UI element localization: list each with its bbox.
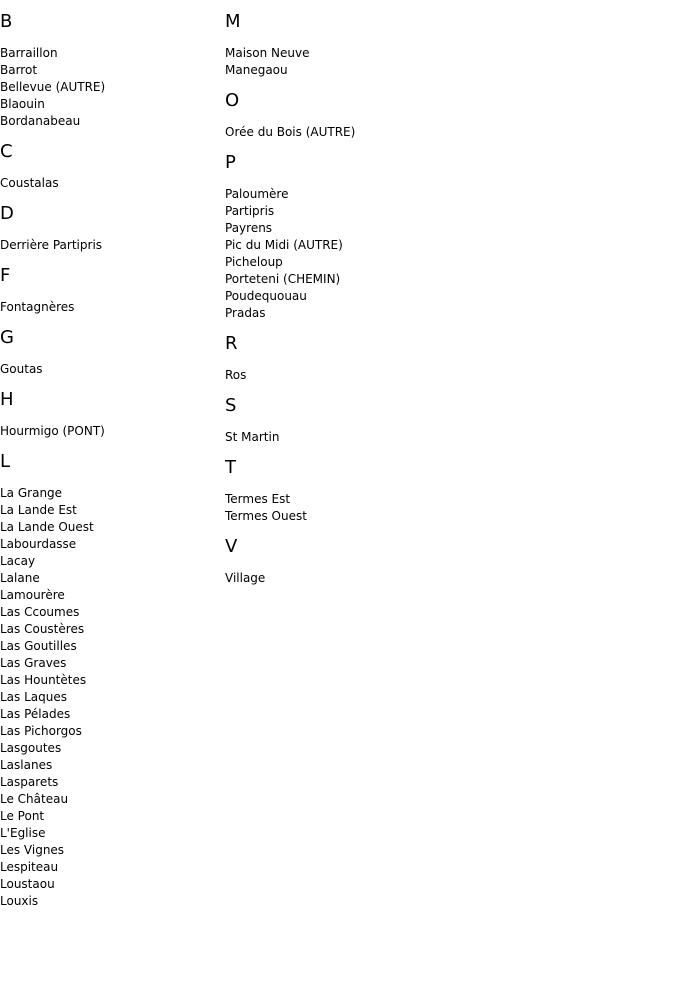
street-link[interactable]: Le Château <box>0 792 69 806</box>
letter-section <box>225 537 665 587</box>
section-letter-heading: G <box>0 327 14 348</box>
street-link[interactable]: Goutas <box>0 362 43 376</box>
letter-section <box>225 334 665 384</box>
street-link[interactable]: Pic du Midi (AUTRE) <box>225 238 343 252</box>
street-link[interactable]: Les Vignes <box>0 843 65 857</box>
street-link[interactable]: Manegaou <box>225 63 288 77</box>
street-link[interactable]: Termes Ouest <box>225 509 307 523</box>
street-link[interactable]: Poudequouau <box>225 289 307 303</box>
street-link[interactable]: Labourdasse <box>0 537 77 551</box>
street-link[interactable]: La Grange <box>0 486 63 500</box>
street-link[interactable]: Termes Est <box>225 492 291 506</box>
street-link[interactable]: Lasparets <box>0 775 59 789</box>
section-letter-heading: M <box>225 11 241 32</box>
letter-section <box>0 142 220 192</box>
street-link[interactable]: Ros <box>225 368 247 382</box>
street-link[interactable]: Le Pont <box>0 809 45 823</box>
street-index-right-column <box>225 0 665 587</box>
street-link[interactable]: La Lande Est <box>0 503 77 517</box>
street-index-left-column <box>0 0 220 910</box>
street-link[interactable]: Barraillon <box>0 46 58 60</box>
street-link[interactable]: Village <box>225 571 266 585</box>
street-link[interactable]: Lalane <box>0 571 40 585</box>
section-letter-heading: H <box>0 389 14 410</box>
letter-section <box>0 452 220 910</box>
letter-section <box>225 91 665 141</box>
street-link[interactable]: Las Coustères <box>0 622 85 636</box>
street-link[interactable]: Derrière Partipris <box>0 238 103 252</box>
letter-section <box>0 12 220 130</box>
section-letter-heading: F <box>0 265 11 286</box>
section-letter-heading: B <box>0 11 13 32</box>
letter-section <box>225 153 665 322</box>
letter-section <box>225 396 665 446</box>
street-link[interactable]: Las Graves <box>0 656 67 670</box>
street-link[interactable]: Maison Neuve <box>225 46 310 60</box>
street-link[interactable]: Partipris <box>225 204 275 218</box>
section-letter-heading: P <box>225 152 236 173</box>
letter-section <box>225 12 665 79</box>
letter-section <box>0 328 220 378</box>
section-letter-heading: C <box>0 141 13 162</box>
street-link[interactable]: Las Goutilles <box>0 639 77 653</box>
section-letter-heading: S <box>225 395 237 416</box>
street-link[interactable]: Loustaou <box>0 877 55 891</box>
letter-section <box>0 266 220 316</box>
street-link[interactable]: Barrot <box>0 63 38 77</box>
street-link[interactable]: Lacay <box>0 554 36 568</box>
street-link[interactable]: Las Hountètes <box>0 673 87 687</box>
section-letter-heading: R <box>225 333 238 354</box>
street-link[interactable]: Blaouin <box>0 97 45 111</box>
street-link[interactable]: Payrens <box>225 221 273 235</box>
section-letter-heading: V <box>225 536 238 557</box>
street-link[interactable]: Laslanes <box>0 758 53 772</box>
letter-section <box>0 204 220 254</box>
street-link[interactable]: Bordanabeau <box>0 114 81 128</box>
street-link[interactable]: Lespiteau <box>0 860 59 874</box>
letter-section <box>0 390 220 440</box>
street-link[interactable]: Las Laques <box>0 690 68 704</box>
section-letter-heading: T <box>225 457 236 478</box>
street-link[interactable]: Las Pichorgos <box>0 724 82 738</box>
letter-section <box>225 458 665 525</box>
street-link[interactable]: Hourmigo (PONT) <box>0 424 105 438</box>
street-link[interactable]: Orée du Bois (AUTRE) <box>225 125 356 139</box>
street-link[interactable]: Coustalas <box>0 176 59 190</box>
street-link[interactable]: Paloumère <box>225 187 289 201</box>
street-link[interactable]: Porteteni (CHEMIN) <box>225 272 341 286</box>
street-link[interactable]: Bellevue (AUTRE) <box>0 80 106 94</box>
street-link[interactable]: Lasgoutes <box>0 741 62 755</box>
street-link[interactable]: Lamourère <box>0 588 65 602</box>
section-letter-heading: O <box>225 90 240 111</box>
street-link[interactable]: Pradas <box>225 306 266 320</box>
street-link[interactable]: Louxis <box>0 894 39 908</box>
street-link[interactable]: Picheloup <box>225 255 283 269</box>
street-link[interactable]: Las Pélades <box>0 707 71 721</box>
section-letter-heading: L <box>0 451 11 472</box>
street-link[interactable]: Fontagnères <box>0 300 75 314</box>
street-link[interactable]: La Lande Ouest <box>0 520 94 534</box>
section-letter-heading: D <box>0 203 14 224</box>
street-link[interactable]: Las Ccoumes <box>0 605 80 619</box>
street-link[interactable]: L'Eglise <box>0 826 46 840</box>
street-link[interactable]: St Martin <box>225 430 280 444</box>
